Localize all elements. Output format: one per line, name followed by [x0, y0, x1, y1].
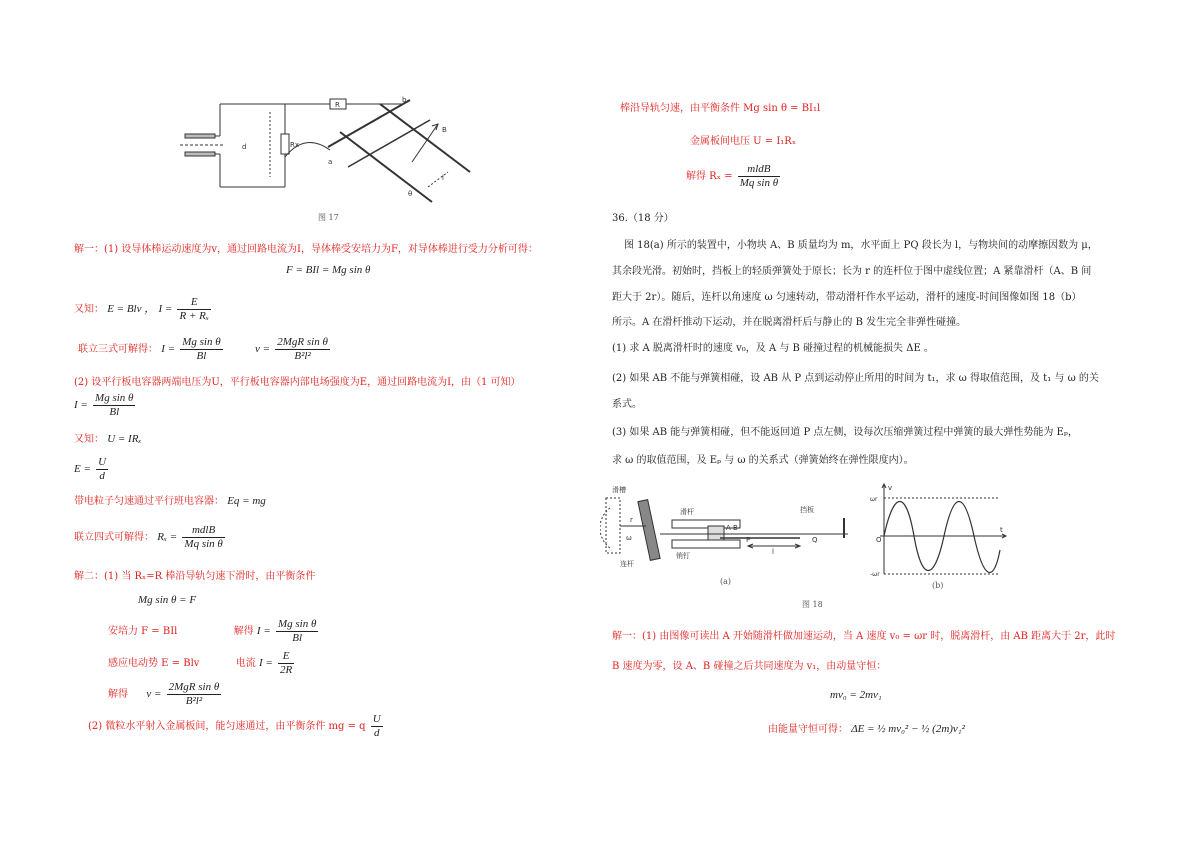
eq-I2-frac: $\frac{\text{Mg sin θ}}{Bl}$ — [182, 336, 221, 362]
fig18b-label-wr: ωr — [870, 496, 878, 503]
lianli4-line — [74, 524, 227, 551]
question-36-sub-2a: (2) 如果 AB 不能与弹簧相碰，设 AB 从 P 点到运动停止所用的时间为 t₁，求 ω 得取值范围，及 t₁ 与 ω 的关 — [612, 373, 1099, 384]
youzhi-line-1 — [74, 296, 213, 323]
eq-I5-lhs: I = — [258, 657, 273, 669]
question-36-para-1: 图 18(a) 所示的装置中，小物块 A、B 质量均为 m，水平面上 PQ 段长为 l，与物块间的动摩擦因数为 μ， — [624, 240, 1098, 251]
eq-v-lhs: v = — [255, 343, 271, 355]
solution1-intro: 解一：(1) 设导体棒运动速度为v，通过回路电流为I，导体棒受安培力为F，对导体棒进行受力分析可得： — [74, 244, 538, 255]
particle-line — [74, 492, 266, 507]
eq-Rx-lhs: Rₓ = — [157, 531, 178, 543]
eq-E2-line — [74, 456, 110, 483]
dianliu-label: 电流 — [235, 658, 256, 669]
eq-I3-frac: $\frac{\text{Mg sin θ}}{Bl}$ — [95, 392, 134, 418]
youzhi-line-2 — [74, 430, 142, 445]
fig17-label-theta: θ — [408, 190, 413, 198]
fig18b-label-v: v — [888, 484, 893, 492]
eq-voltage: U = IRₓ — [107, 433, 142, 445]
part2b-line — [88, 713, 385, 740]
eq-I3-lhs: I = — [74, 399, 88, 411]
question-36-para-4: 所示。A 在滑杆推动下运动，并在脱离滑杆后与静止的 B 发生完全非弹性碰撞。 — [612, 317, 967, 328]
right-top3-label: 解得 Rₓ = — [686, 171, 733, 182]
eq-E2-lhs: E = — [74, 463, 91, 475]
fig17-label-Rx: Rx — [290, 141, 300, 149]
youzhi-label-1: 又知： — [74, 304, 104, 315]
eq-I4-lhs: I = — [256, 625, 271, 637]
fig18a-label-luncao: 滑槽 — [612, 486, 626, 494]
figure-18a-caption: (a) — [720, 577, 732, 586]
anpei-line — [108, 618, 320, 645]
ganying-line — [108, 650, 296, 677]
eq-balance-2: Mg sin θ = F — [138, 594, 197, 606]
figure-17-diagram — [180, 92, 480, 210]
eq-emf: E = Blv ， — [107, 303, 156, 315]
energy-label: 由能量守恒可得： — [768, 724, 848, 735]
eq-momentum: mv₀ = 2mv₁ — [830, 689, 882, 701]
question-36-para-3: 距大于 2r）。随后，连杆以角速度 ω 匀速转动，带动滑杆作水平运动，滑杆的速度-时间图像如图 18（b） — [612, 292, 1082, 303]
anpei-label: 安培力 F = BIl — [108, 626, 178, 637]
fig18a-label-dangban: 挡板 — [800, 506, 814, 514]
solution2-intro: 解二：(1) 当 Rₓ=R 棒沿导轨匀速下滑时，由平衡条件 — [74, 571, 316, 582]
eq-Ud-frac: $\frac{U}{d}$ — [372, 713, 381, 739]
eq-current-frac: $\frac{E}{\text{R + Rₓ}}$ — [179, 296, 209, 322]
fig18a-label-AB: A B — [726, 524, 738, 532]
figure-18a-apparatus — [600, 478, 858, 570]
eq-I5-frac: $\frac{E}{2R}$ — [280, 650, 293, 676]
eq-I4-frac: $\frac{\text{Mg sin θ}}{Bl}$ — [277, 618, 317, 644]
fig18a-label-Q: Q — [812, 536, 818, 544]
right-solution-a: 解一：(1) 由图像可读出 A 开始随滑杆做加速运动，当 A 速度 v₀ = ωr 时，脱离滑杆，由 AB 距离大于 2r，此时 — [612, 631, 1116, 642]
jiede-label: 解得 — [233, 626, 254, 637]
figure-18-caption: 图 18 — [802, 600, 823, 609]
energy-line — [768, 720, 965, 735]
eq-E2-frac: $\frac{U}{d}$ — [98, 456, 107, 482]
eq-Eq-mg: Eq = mg — [227, 495, 266, 507]
ganying-label: 感应电动势 E = Blv — [108, 658, 200, 669]
right-solution-b: B 速度为零，设 A、B 碰撞之后共同速度为 v₁，由动量守恒： — [612, 661, 887, 672]
fig18a-label-dingding: 销钉 — [676, 552, 690, 560]
figure-18b-velocity-graph — [870, 480, 1010, 578]
part2-intro: (2) 设平行板电容器两端电压为U，平行板电容器内部电场强度为E，通过回路电流为I，由（1 可知） — [74, 377, 521, 388]
fig18a-label-r: r — [630, 516, 633, 524]
fig18a-label-P: P — [746, 536, 751, 544]
lianli3-label: 联立三式可解得： — [78, 344, 158, 355]
eq-current-lhs: I = — [158, 303, 173, 315]
fig18b-label-t: t — [1000, 526, 1003, 534]
fig18a-label-omega: ω — [626, 534, 632, 542]
jiede2-line — [108, 681, 223, 708]
fig17-label-R: R — [335, 101, 340, 109]
eq-v-frac: $\frac{\text{2MgR sin θ}}{\text{B²l²}}$ — [277, 336, 328, 362]
fig18b-label-nwr: -ωr — [870, 571, 880, 578]
question-36-sub-3b: 求 ω 的取值范围，及 Eₚ 与 ω 的关系式（弹簧始终在弹性限度内）。 — [612, 455, 914, 466]
figure-17-caption: 图 17 — [318, 213, 339, 222]
eq-Rx-right-frac: $\frac{\text{mldB}}{\text{Mq sin θ}}$ — [739, 163, 779, 189]
figure-18b-caption: (b) — [932, 581, 944, 590]
lianli4-label: 联立四式可解得： — [74, 532, 154, 543]
eq-v2-lhs: v = — [146, 688, 162, 700]
youzhi-label-2: 又知： — [74, 434, 104, 445]
fig17-label-B: B — [442, 126, 447, 134]
lianli3-line — [78, 336, 332, 363]
jiede2-label: 解得 — [108, 689, 128, 700]
eq-v2-frac: $\frac{\text{2MgR sin θ}}{\text{B²l²}}$ — [168, 681, 220, 707]
fig17-label-l: l — [442, 174, 444, 182]
right-top-line-2: 金属板间电压 U = I₁Rₓ — [690, 136, 797, 147]
question-36-sub-1: (1) 求 A 脱离滑杆时的速度 v₀，及 A 与 B 碰撞过程的机械能损失 ΔE 。 — [612, 343, 934, 354]
right-top-line-1: 棒沿导轨匀速，由平衡条件 Mg sin θ = BI₁l — [620, 103, 821, 114]
fig17-label-b: b — [402, 96, 407, 104]
right-top-line-3 — [686, 163, 782, 190]
fig17-label-a: a — [328, 158, 333, 166]
question-36-sub-2b: 系式。 — [612, 399, 642, 410]
eq-I3-line — [74, 392, 137, 419]
eq-I2-lhs: I = — [161, 343, 176, 355]
eq-Rx-frac: $\frac{\text{mdlB}}{\text{Mq sin θ}}$ — [184, 524, 223, 550]
fig18b-sine-curve — [884, 502, 1000, 573]
fig18a-label-liangan: 连杆 — [620, 560, 634, 568]
fig17-label-d: d — [242, 143, 247, 151]
fig18b-label-O: O — [876, 536, 882, 544]
fig18a-label-l: l — [772, 548, 774, 556]
question-36-title: 36.（18 分） — [612, 213, 674, 224]
eq-energy-loss: ΔE = ½ mv₀² − ½ (2m)v₁² — [851, 723, 965, 735]
particle-label: 带电粒子匀速通过平行班电容器： — [74, 496, 224, 507]
question-36-para-2: 其余段光滑。初始时，挡板上的轻质弹簧处于原长；长为 r 的连杆位于图中虚线位置；A 紧靠滑杆（A、B 间 — [612, 266, 1092, 277]
fig18a-label-huagan: 滑杆 — [680, 508, 694, 516]
part2b-text: (2) 微粒水平射入金属板间，能匀速通过，由平衡条件 mg = q — [88, 721, 366, 732]
eq-force-balance: F = BIl = Mg sin θ — [286, 264, 371, 276]
question-36-sub-3a: (3) 如果 AB 能与弹簧相碰，但不能返回道 P 点左侧，设每次压缩弹簧过程中弹簧的最大弹性势能为 Eₚ， — [612, 427, 1078, 438]
